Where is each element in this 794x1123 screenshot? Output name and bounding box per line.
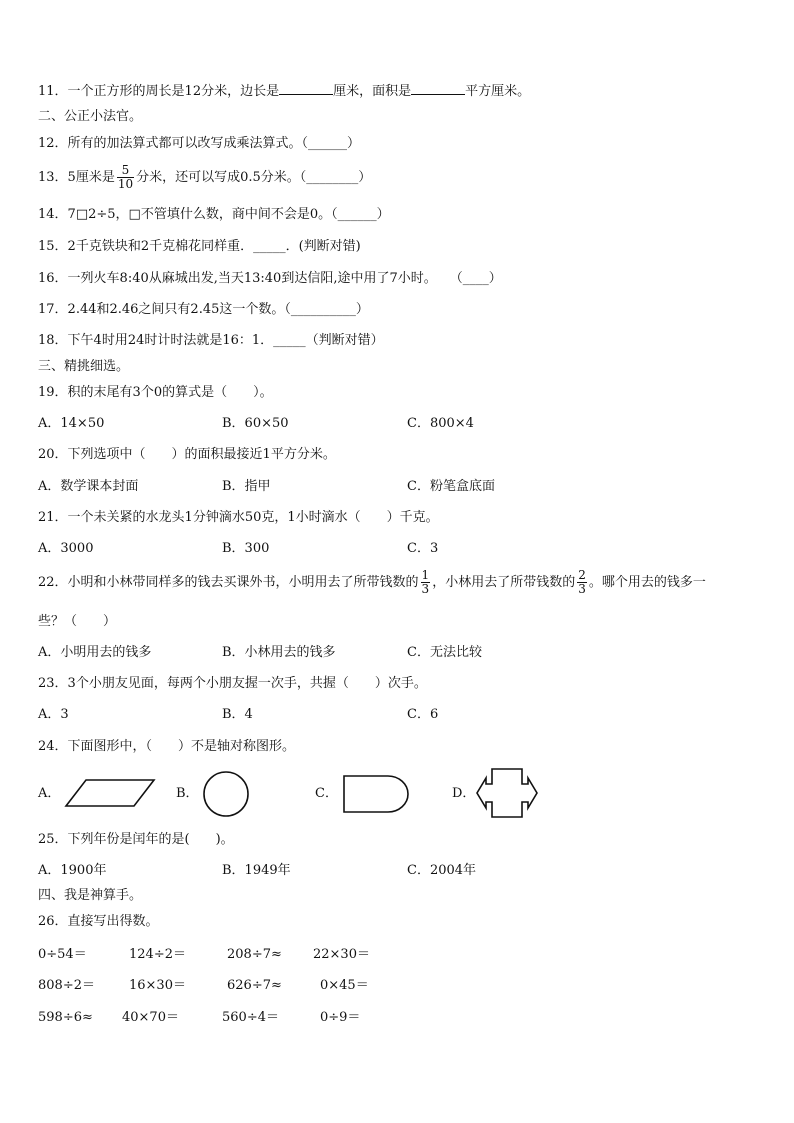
option-b[interactable]: B．60×50 bbox=[222, 416, 289, 431]
question-12: 12．所有的加法算式都可以改写成乘法算式。（______） bbox=[38, 136, 361, 151]
question-19: 19．积的末尾有3个0的算式是（ ）。 bbox=[38, 385, 273, 400]
question-24: 24．下面图形中，（ ）不是轴对称图形。 bbox=[38, 739, 296, 754]
section-4-heading: 四、我是神算手。 bbox=[38, 888, 143, 903]
question-22-continued: 些？（ ） bbox=[38, 614, 117, 629]
calc-item: 0×45＝ bbox=[320, 978, 369, 993]
question-17: 17．2.44和2.46之间只有2.45这一个数。（__________） bbox=[38, 302, 369, 317]
question-14: 14．7□2÷5，□不管填什么数，商中间不会是0。（______） bbox=[38, 207, 390, 222]
calc-item: 16×30＝ bbox=[129, 978, 186, 993]
section-3-heading: 三、精挑细选。 bbox=[38, 359, 130, 374]
option-a[interactable]: A． bbox=[38, 786, 61, 801]
question-25: 25．下列年份是闰年的是( )。 bbox=[38, 832, 234, 847]
question-26: 26．直接写出得数。 bbox=[38, 914, 159, 929]
option-c[interactable]: C．2004年 bbox=[407, 863, 477, 878]
fraction: $\frac{5}{10}$ bbox=[117, 163, 134, 191]
option-c[interactable]: C．800×4 bbox=[407, 416, 474, 431]
calc-item: 808÷2＝ bbox=[38, 978, 95, 993]
fraction: $\frac{1}{3}$ bbox=[421, 568, 430, 596]
option-a[interactable]: A．14×50 bbox=[38, 416, 105, 431]
question-22: 22．小明和小林带同样多的钱去买课外书，小明用去了所带钱数的 $\frac{1}{3}$ ，小林用去了所带钱数的 $\frac{2}{3}$ 。哪个用去的钱多一 bbox=[38, 568, 706, 596]
circle-shape bbox=[200, 771, 252, 817]
fraction: $\frac{2}{3}$ bbox=[578, 568, 586, 596]
question-23: 23．3个小朋友见面，每两个小朋友握一次手，共握（ ）次手。 bbox=[38, 676, 427, 691]
calc-item: 124÷2＝ bbox=[129, 947, 186, 962]
option-a[interactable]: A．数学课本封面 bbox=[38, 479, 139, 494]
question-15: 15．2千克铁块和2千克棉花同样重．_____．(判断对错) bbox=[38, 239, 361, 254]
calc-item: 560÷4＝ bbox=[222, 1010, 279, 1025]
question-21: 21．一个未关紧的水龙头1分钟滴水50克，1小时滴水（ ）千克。 bbox=[38, 510, 439, 525]
option-b[interactable]: B．指甲 bbox=[222, 479, 271, 494]
calc-item: 22×30＝ bbox=[313, 947, 370, 962]
section-2-heading: 二、公正小法官。 bbox=[38, 109, 143, 124]
arrow-cross-shape bbox=[475, 767, 539, 819]
option-c[interactable]: C．无法比较 bbox=[407, 645, 482, 660]
option-c[interactable]: C．3 bbox=[407, 541, 439, 556]
answer-blank[interactable] bbox=[411, 82, 465, 95]
calc-item: 598÷6≈ bbox=[38, 1010, 93, 1025]
option-b[interactable]: B． bbox=[176, 786, 199, 801]
option-b[interactable]: B．1949年 bbox=[222, 863, 291, 878]
option-a[interactable]: A．3000 bbox=[38, 541, 94, 556]
option-a[interactable]: A．小明用去的钱多 bbox=[38, 645, 152, 660]
calc-item: 0÷54＝ bbox=[38, 947, 87, 962]
parallelogram-shape bbox=[64, 778, 156, 810]
calc-item: 40×70＝ bbox=[122, 1010, 179, 1025]
answer-blank[interactable] bbox=[279, 82, 333, 95]
option-b[interactable]: B．300 bbox=[222, 541, 270, 556]
option-b[interactable]: B．4 bbox=[222, 707, 253, 722]
option-a[interactable]: A．3 bbox=[38, 707, 69, 722]
rounded-rectangle-shape bbox=[342, 774, 412, 814]
question-13: 13．5厘米是 $\frac{5}{10}$ 分米，还可以写成0.5分米。（________） bbox=[38, 163, 372, 191]
option-a[interactable]: A．1900年 bbox=[38, 863, 107, 878]
question-20: 20．下列选项中（ ）的面积最接近1平方分米。 bbox=[38, 447, 336, 462]
calc-item: 208÷7≈ bbox=[227, 947, 282, 962]
question-11: 11．一个正方形的周长是12分米，边长是 厘米，面积是 平方厘米。 bbox=[38, 84, 531, 99]
option-b[interactable]: B．小林用去的钱多 bbox=[222, 645, 336, 660]
calc-item: 0÷9＝ bbox=[320, 1010, 361, 1025]
calc-item: 626÷7≈ bbox=[227, 978, 282, 993]
question-18: 18．下午4时用24时计时法就是16：1．_____（判断对错） bbox=[38, 333, 384, 348]
option-c[interactable]: C．6 bbox=[407, 707, 439, 722]
question-16: 16．一列火车8:40从麻城出发,当天13:40到达信阳,途中用了7小时。 （____） bbox=[38, 271, 502, 286]
option-d[interactable]: D． bbox=[452, 786, 476, 801]
option-c[interactable]: C． bbox=[315, 786, 338, 801]
option-c[interactable]: C．粉笔盒底面 bbox=[407, 479, 495, 494]
